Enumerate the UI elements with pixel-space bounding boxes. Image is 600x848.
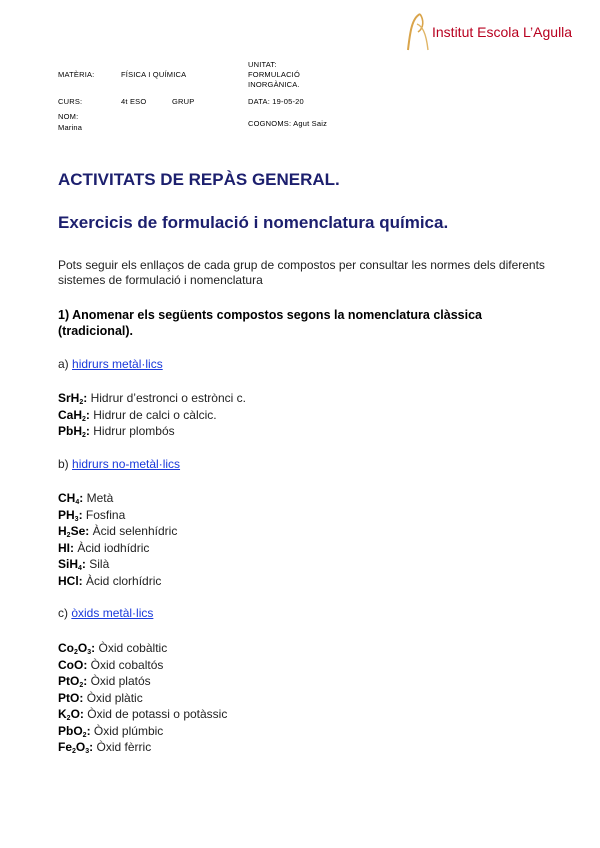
list-item: PbO$_2$: Òxid plúmbic xyxy=(58,723,164,739)
list-item: PbH$_2$: Hidrur plombós xyxy=(58,424,175,439)
formula: SrH$_2$: xyxy=(58,391,88,406)
unitat-label: UNITAT: xyxy=(248,60,277,69)
school-logo xyxy=(402,10,600,54)
formula: $Fe_2O_3$: xyxy=(58,740,94,755)
unitat-value-line2: INORGÀNICA. xyxy=(248,80,300,89)
formula: $Co_2O_3$: xyxy=(58,641,96,656)
list-item: HCl: Àcid clorhídric xyxy=(58,573,162,588)
formula: HI: xyxy=(58,540,74,555)
data-label: DATA: 19-05-20 xyxy=(248,97,304,106)
formula: $PH_3$: xyxy=(58,507,83,523)
intro-text: Pots seguir els enllaços de cada grup de compostos per consultar les normes dels diferents sistemes de formulació i nomenclatura xyxy=(58,258,545,287)
grup-label: GRUP xyxy=(172,97,195,106)
list-item: SrH$_2$: Hidrur d’estronci o estrònci c. xyxy=(58,391,246,406)
list-item: $H_2Se$: Àcid selenhídric xyxy=(58,524,178,539)
page-subtitle: Exercicis de formulació i nomenclatura química. xyxy=(58,213,449,232)
list-item: CaH$_2$: Hidrur de calci o càlcic. xyxy=(58,407,217,423)
cognoms-value: Agut Saiz xyxy=(293,119,328,128)
section-b-heading: b) hidrurs no-metàl·lics xyxy=(58,457,181,471)
formula: $CH_4$: xyxy=(58,491,84,506)
section-c-heading: c) òxids metàl·lics xyxy=(58,606,154,620)
materia-label: MATÈRIA: xyxy=(58,70,95,79)
list-item: $PH_3$: Fosfina xyxy=(58,507,126,523)
link-hidrurs-no-metallics[interactable]: hidrurs no-metàl·lics xyxy=(72,457,181,471)
nom-value: Marina xyxy=(58,123,83,132)
page-title: ACTIVITATS DE REPÀS GENERAL. xyxy=(58,170,340,189)
nom-label: NOM: xyxy=(58,112,79,121)
data-value: 19-05-20 xyxy=(272,97,304,106)
unitat-value-line1: FORMULACIÓ xyxy=(248,70,301,79)
list-item: PtO$_2$: Òxid platós xyxy=(58,674,151,689)
list-item: SiH$_4$: Silà xyxy=(58,557,110,572)
question-1: 1) Anomenar els següents compostos segons la nomenclatura clàssica (tradicional). xyxy=(58,308,482,338)
formula: PtO$_2$: xyxy=(58,674,88,689)
formula: CoO: xyxy=(58,657,88,672)
list-item: HI: Àcid iodhídric xyxy=(58,540,150,555)
formula: PbO$_2$: xyxy=(58,723,91,739)
cognoms-label: COGNOMS: Agut Saiz xyxy=(248,119,328,128)
formula: $K_2O$: xyxy=(58,707,84,722)
section-a-list xyxy=(58,390,246,440)
section-c-list xyxy=(58,640,227,756)
section-b-list xyxy=(58,490,177,589)
list-item: $K_2O$: Òxid de potassi o potàssic xyxy=(58,707,228,722)
formula: CaH$_2$: xyxy=(58,407,90,423)
formula: SiH$_4$: xyxy=(58,557,86,572)
list-item: PtO: Òxid plàtic xyxy=(58,690,143,705)
school-name: Institut Escola L’Agulla xyxy=(432,24,573,40)
list-item: $Co_2O_3$: Òxid cobàltic xyxy=(58,641,168,656)
list-item: CoO: Òxid cobaltós xyxy=(58,657,164,672)
list-item: $CH_4$: Metà xyxy=(58,491,114,506)
link-oxids-metallics[interactable]: òxids metàl·lics xyxy=(71,606,154,620)
needle-logo-icon xyxy=(402,10,432,54)
curs-label: CURS: xyxy=(58,97,83,106)
formula: $H_2Se$: xyxy=(58,524,90,539)
section-a-heading: a) hidrurs metàl·lics xyxy=(58,357,163,371)
link-hidrurs-metallics[interactable]: hidrurs metàl·lics xyxy=(72,357,163,371)
curs-value: 4t ESO xyxy=(121,97,147,106)
list-item: $Fe_2O_3$: Òxid fèrric xyxy=(58,740,152,755)
materia-value: FÍSICA I QUÍMICA xyxy=(121,70,187,79)
formula: PbH$_2$: xyxy=(58,424,90,439)
formula: HCl: xyxy=(58,573,83,588)
formula: PtO: xyxy=(58,690,84,705)
